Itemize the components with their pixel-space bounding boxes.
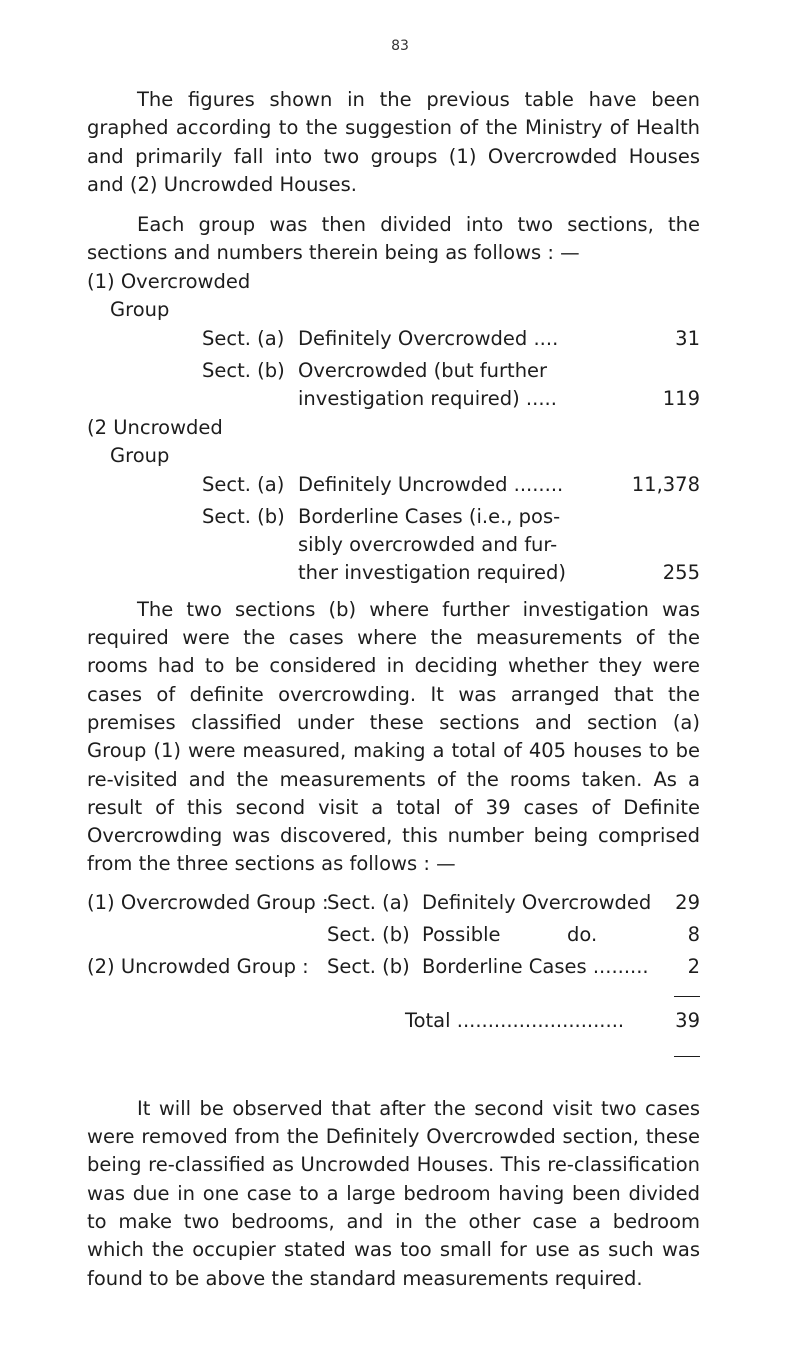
group-1-label-cont: Group xyxy=(110,297,170,321)
summary-row-3-sect: Sect. (b) xyxy=(327,954,410,978)
paragraph-investigation: The two sections (b) where further investigation was required were the cases where the measurements of the rooms had to be considered in deciding whether they were cases of definite overcrowding. It was arranged that the premises classified under these sections and section (a) Group (1) were measured, making a total of 405 houses to be re-visited and the measurements of the rooms taken. As a result of this second visit a total of 39 cases of Definite Overcrowding was discovered, this number being comprised from the three sections as follows : — xyxy=(87,597,700,876)
summary-row-1-group: (1) Overcrowded Group : xyxy=(87,890,329,914)
paragraph-intro: The figures shown in the previous table have been graphed according to the suggestion of the Ministry of Health and primarily fall into two groups (1) Overcrowded Houses and (2) Uncrowded Houses. xyxy=(87,88,700,196)
summary-row-2-sect: Sect. (b) xyxy=(327,922,410,946)
group-2-label: (2 Uncrowded xyxy=(87,415,223,439)
summary-row-1-sect: Sect. (a) xyxy=(327,890,410,914)
group-2-sect-b-text-cont1: sibly overcrowded and fur- xyxy=(298,532,558,556)
group-1-sect-b-value: 119 xyxy=(662,386,700,410)
summary-table xyxy=(87,889,700,1109)
group-2-sect-b-label: Sect. (b) xyxy=(202,504,285,528)
group-1-sect-b-text: Overcrowded (but further xyxy=(298,358,548,382)
paragraph-reclassification: It will be observed that after the second visit two cases were removed from the Definitely Overcrowded section, these being re-classified as Uncrowded Houses. This re-classification was due in one case to a large bedroom having been divided to make two bedrooms, and in the other case a bedroom which the occupier stated was too small for use as such was found to be above the standard measurements required. xyxy=(87,1096,700,1290)
summary-row-2-value: 8 xyxy=(687,922,700,946)
group-1-sect-b-label: Sect. (b) xyxy=(202,358,285,382)
summary-row-2-ditto: do. xyxy=(567,922,598,946)
subtotal-rule xyxy=(674,996,700,997)
summary-row-2-text: Possible xyxy=(422,922,501,946)
group-2-sect-b-text-cont2: ther investigation required) xyxy=(298,560,566,584)
summary-row-1-value: 29 xyxy=(675,890,700,914)
document-body xyxy=(87,86,700,1293)
group-2-sect-a-label: Sect. (a) xyxy=(202,472,285,496)
group-2-sect-a-value: 11,378 xyxy=(631,472,700,496)
group-1-sect-a-text: Definitely Overcrowded .... xyxy=(298,326,559,350)
total-value: 39 xyxy=(675,1008,700,1032)
group-2-sect-a-text: Definitely Uncrowded ........ xyxy=(298,472,564,496)
group-2-sect-b-text: Borderline Cases (i.e., pos- xyxy=(298,504,561,528)
paragraph-sections: Each group was then divided into two sections, the sections and numbers therein being as follows : — xyxy=(87,213,700,265)
summary-row-3-text: Borderline Cases ......... xyxy=(422,954,649,978)
group-1-sect-b-text-cont: investigation required) ..... xyxy=(298,386,557,410)
summary-row-3-value: 2 xyxy=(687,954,700,978)
summary-row-3-group: (2) Uncrowded Group : xyxy=(87,954,309,978)
total-label: Total ........................... xyxy=(405,1008,625,1032)
group-2-label-cont: Group xyxy=(110,443,170,467)
group-1-label: (1) Overcrowded xyxy=(87,269,251,293)
group-sections-list xyxy=(87,268,700,638)
group-1-sect-a-label: Sect. (a) xyxy=(202,326,285,350)
summary-row-1-text: Definitely Overcrowded xyxy=(422,890,652,914)
page-number: 83 xyxy=(391,38,409,54)
total-rule xyxy=(674,1056,700,1057)
group-1-sect-a-value: 31 xyxy=(675,326,700,350)
group-2-sect-b-value: 255 xyxy=(662,560,700,584)
